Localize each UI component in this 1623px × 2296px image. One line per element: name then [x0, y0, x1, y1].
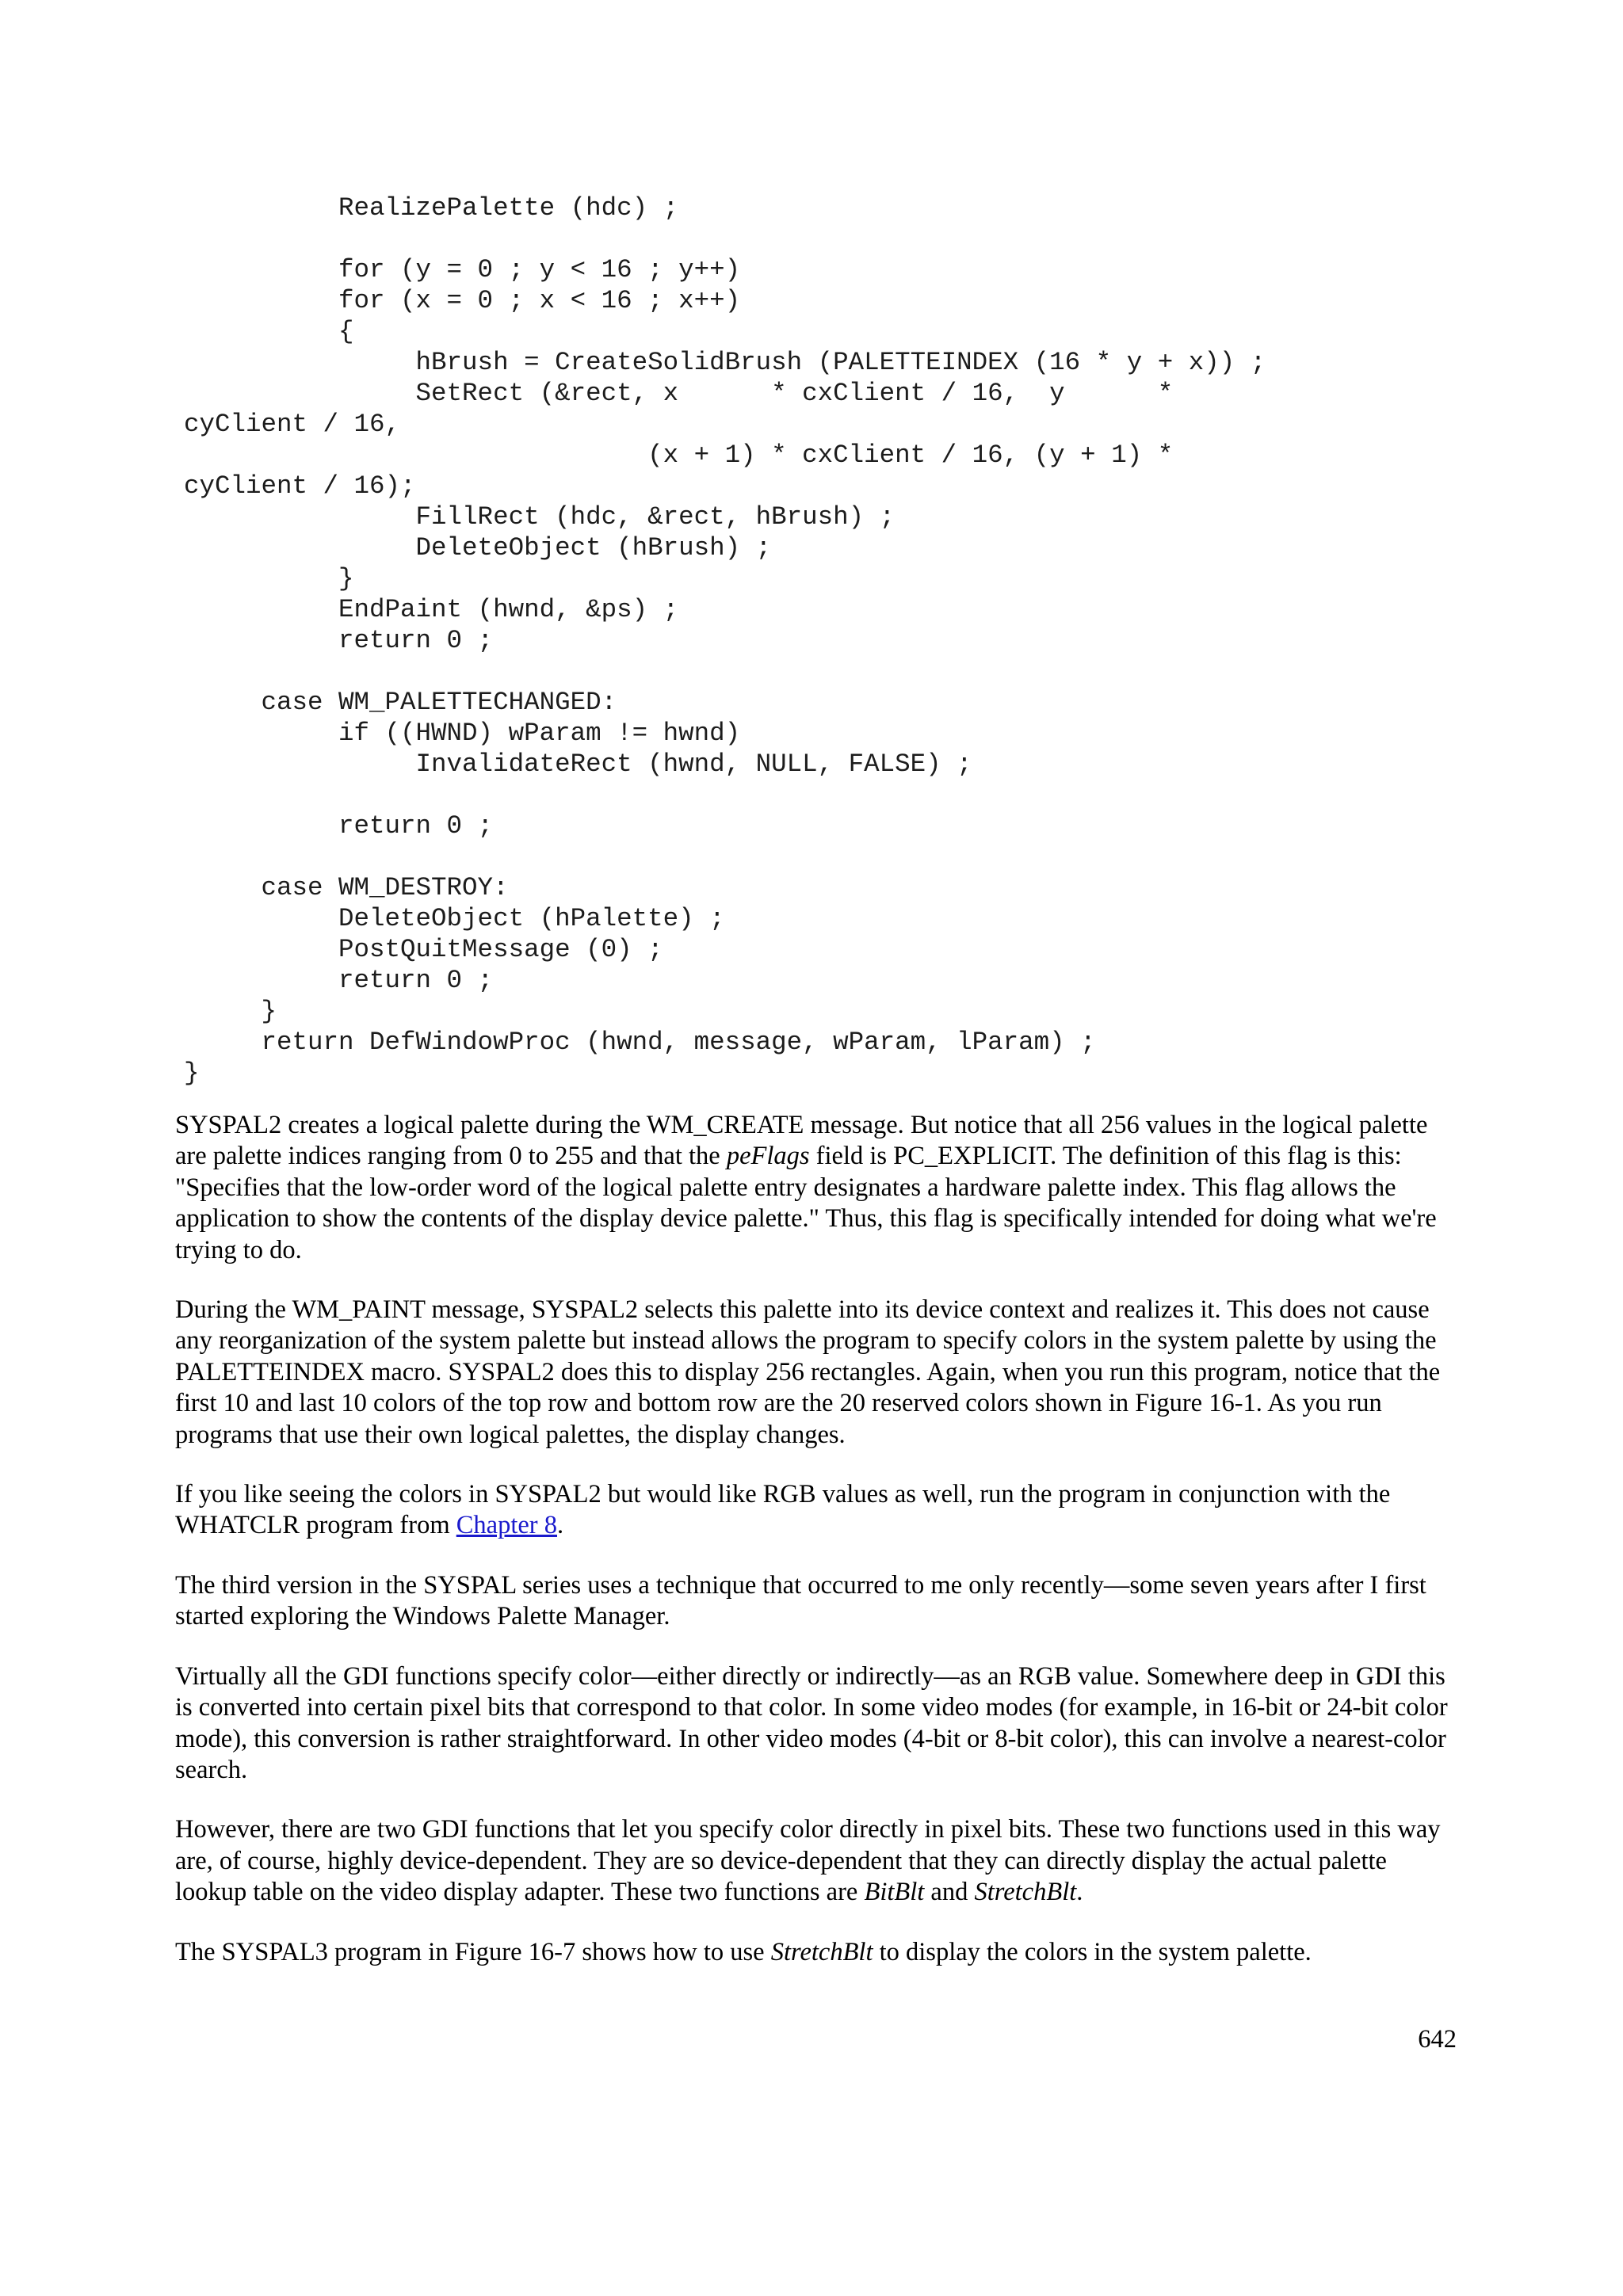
text-run: .	[557, 1511, 564, 1540]
code-line: SetRect (&rect, x * cxClient / 16, y *	[184, 379, 1174, 408]
text-run: However, there are two GDI functions that let you specify color directly in pixel bits. These two functions used in this way are, of course, highly device-dependent. They are so device-dependent that they can directly display the actual palette lookup table on the video display adapter. These two functions are	[175, 1815, 1441, 1907]
code-line: case WM_DESTROY:	[184, 873, 509, 902]
code-line	[184, 656, 1266, 687]
code-line: }	[184, 997, 277, 1026]
code-line: PostQuitMessage (0) ;	[184, 935, 663, 964]
code-listing	[184, 193, 1266, 1089]
code-line: cyClient / 16,	[184, 410, 401, 439]
paragraph	[175, 1110, 1459, 1266]
text-run: to display the colors in the system palette.	[873, 1937, 1312, 1966]
body-text	[175, 1110, 1459, 1997]
text-run: The SYSPAL3 program in Figure 16-7 shows how to use	[175, 1937, 771, 1966]
code-line: if ((HWND) wParam != hwnd)	[184, 719, 741, 748]
code-line: (x + 1) * cxClient / 16, (y + 1) *	[184, 441, 1174, 470]
italic-term: StretchBlt	[974, 1878, 1077, 1907]
code-line	[184, 841, 1266, 872]
text-run: and	[924, 1878, 975, 1907]
code-line: return 0 ;	[184, 626, 494, 655]
italic-term: BitBlt	[864, 1878, 925, 1907]
code-line: {	[184, 317, 354, 346]
code-line: }	[184, 1058, 200, 1088]
code-line: InvalidateRect (hwnd, NULL, FALSE) ;	[184, 749, 972, 779]
code-line: RealizePalette (hdc) ;	[184, 193, 679, 223]
code-line: }	[184, 564, 354, 593]
text-run: .	[1076, 1878, 1083, 1907]
code-line	[184, 780, 1266, 810]
paragraph	[175, 1814, 1459, 1908]
italic-term: StretchBlt	[770, 1937, 873, 1966]
paragraph	[175, 1479, 1459, 1542]
code-line: return DefWindowProc (hwnd, message, wParam, lParam) ;	[184, 1028, 1096, 1057]
code-line: EndPaint (hwnd, &ps) ;	[184, 595, 679, 624]
code-line: FillRect (hdc, &rect, hBrush) ;	[184, 502, 896, 532]
text-run: field is PC_EXPLICIT. The definition of this flag is this: "Specifies that the low-order word of the logical palette entry designates a hardware palette index. This flag allows the application to show the contents of the display device palette." Thus, this flag is specifically intended for doing what we're trying to do.	[175, 1142, 1437, 1264]
text-run: SYSPAL2 creates a logical palette during the WM_CREATE message. But notice that all 256 values in the logical palette are palette indices ranging from 0 to 255 and that the	[175, 1111, 1428, 1171]
text-run: If you like seeing the colors in SYSPAL2 but would like RGB values as well, run the program in conjunction with the WHATCLR program from	[175, 1480, 1391, 1540]
code-line: return 0 ;	[184, 966, 494, 995]
code-line: for (x = 0 ; x < 16 ; x++)	[184, 286, 741, 315]
text-run: The third version in the SYSPAL series uses a technique that occurred to me only recently—some seven years after I first started exploring the Windows Palette Manager.	[175, 1570, 1426, 1631]
code-line: case WM_PALETTECHANGED:	[184, 688, 617, 717]
paragraph	[175, 1937, 1459, 1968]
code-line	[184, 223, 1266, 254]
chapter-link[interactable]: Chapter 8	[456, 1511, 557, 1540]
page-number: 642	[1418, 2025, 1457, 2054]
text-run: Virtually all the GDI functions specify color—either directly or indirectly—as an RGB value. Somewhere deep in GDI this is converted into certain pixel bits that correspond to that color. In some video modes (for example, in 16-bit or 24-bit color mode), this conversion is rather straightforward. In other video modes (4-bit or 8-bit color), this can involve a nearest-color search.	[175, 1661, 1448, 1784]
code-line: DeleteObject (hPalette) ;	[184, 904, 725, 933]
code-line: return 0 ;	[184, 811, 494, 841]
code-line: hBrush = CreateSolidBrush (PALETTEINDEX (16 * y + x)) ;	[184, 348, 1266, 377]
code-line: for (y = 0 ; y < 16 ; y++)	[184, 255, 741, 284]
paragraph	[175, 1661, 1459, 1787]
paragraph	[175, 1295, 1459, 1451]
italic-term: peFlags	[726, 1142, 810, 1171]
text-run: During the WM_PAINT message, SYSPAL2 selects this palette into its device context and realizes it. This does not cause any reorganization of the system palette but instead allows the program to specify colors in the system palette by using the PALETTEINDEX macro. SYSPAL2 does this to display 256 rectangles. Again, when you run this program, notice that the first 10 and last 10 colors of the top row and bottom row are the 20 reserved colors shown in Figure 16-1. As you run programs that use their own logical palettes, the display changes.	[175, 1295, 1441, 1449]
code-line: cyClient / 16);	[184, 471, 416, 501]
code-line: DeleteObject (hBrush) ;	[184, 533, 772, 563]
paragraph	[175, 1570, 1459, 1633]
